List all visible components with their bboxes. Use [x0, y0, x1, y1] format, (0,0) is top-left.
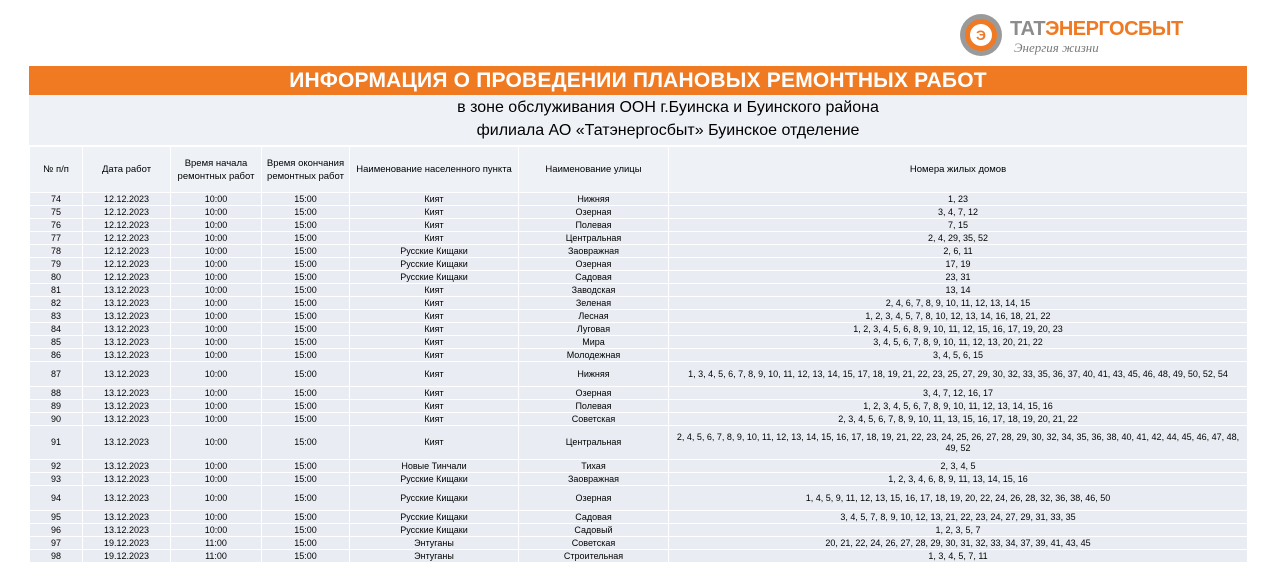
table-row — [30, 284, 1248, 297]
column-header-end-time: Время окончания ремонтных работ — [262, 147, 350, 193]
start-time-cell: 10:00 — [171, 524, 262, 537]
house-numbers-cell: 3, 4, 5, 6, 15 — [669, 349, 1248, 362]
table-row — [30, 524, 1248, 537]
start-time-cell: 10:00 — [171, 232, 262, 245]
start-time-cell: 10:00 — [171, 426, 262, 460]
street-cell: Озерная — [519, 258, 669, 271]
locality-cell: Русские Кищаки — [350, 473, 519, 486]
street-cell: Озерная — [519, 206, 669, 219]
locality-cell: Кият — [350, 387, 519, 400]
start-time-cell: 10:00 — [171, 336, 262, 349]
work-date-cell: 13.12.2023 — [83, 473, 171, 486]
work-date-cell: 12.12.2023 — [83, 245, 171, 258]
locality-cell: Кият — [350, 362, 519, 387]
locality-cell: Кият — [350, 284, 519, 297]
start-time-cell: 10:00 — [171, 362, 262, 387]
work-date-cell: 12.12.2023 — [83, 193, 171, 206]
start-time-cell: 10:00 — [171, 486, 262, 511]
work-date-cell: 13.12.2023 — [83, 349, 171, 362]
table-row — [30, 362, 1248, 387]
table-row — [30, 336, 1248, 349]
house-numbers-cell: 1, 2, 3, 5, 7 — [669, 524, 1248, 537]
row-number-cell: 92 — [30, 460, 83, 473]
column-header-number: № п/п — [30, 147, 83, 193]
house-numbers-cell: 1, 23 — [669, 193, 1248, 206]
start-time-cell: 10:00 — [171, 206, 262, 219]
row-number-cell: 93 — [30, 473, 83, 486]
table-row — [30, 232, 1248, 245]
street-cell: Лесная — [519, 310, 669, 323]
locality-cell: Русские Кищаки — [350, 245, 519, 258]
company-logo — [958, 12, 1198, 62]
end-time-cell: 15:00 — [262, 400, 350, 413]
house-numbers-cell: 1, 3, 4, 5, 7, 11 — [669, 550, 1248, 563]
column-header-street: Наименование улицы — [519, 147, 669, 193]
work-date-cell: 13.12.2023 — [83, 362, 171, 387]
house-numbers-cell: 2, 6, 11 — [669, 245, 1248, 258]
row-number-cell: 89 — [30, 400, 83, 413]
end-time-cell: 15:00 — [262, 206, 350, 219]
work-date-cell: 13.12.2023 — [83, 400, 171, 413]
house-numbers-cell: 1, 3, 4, 5, 6, 7, 8, 9, 10, 11, 12, 13, 14, 15, 17, 18, 19, 21, 22, 23, 25, 27, 29, 30, 32, 33, 35, 36, 37, 40, 41, 43, 45, 46, 48, 49, 50, 52, 54 — [669, 362, 1248, 387]
start-time-cell: 10:00 — [171, 349, 262, 362]
work-date-cell: 12.12.2023 — [83, 258, 171, 271]
work-date-cell: 13.12.2023 — [83, 426, 171, 460]
start-time-cell: 10:00 — [171, 413, 262, 426]
subtitle-panel — [29, 95, 1247, 145]
street-cell: Заводская — [519, 284, 669, 297]
row-number-cell: 85 — [30, 336, 83, 349]
street-cell: Нижняя — [519, 362, 669, 387]
locality-cell: Кият — [350, 297, 519, 310]
table-row — [30, 219, 1248, 232]
end-time-cell: 15:00 — [262, 349, 350, 362]
table-row — [30, 550, 1248, 563]
table-row — [30, 297, 1248, 310]
row-number-cell: 84 — [30, 323, 83, 336]
street-cell: Озерная — [519, 486, 669, 511]
house-numbers-cell: 3, 4, 7, 12, 16, 17 — [669, 387, 1248, 400]
start-time-cell: 10:00 — [171, 387, 262, 400]
locality-cell: Новые Тинчали — [350, 460, 519, 473]
end-time-cell: 15:00 — [262, 232, 350, 245]
row-number-cell: 77 — [30, 232, 83, 245]
end-time-cell: 15:00 — [262, 362, 350, 387]
locality-cell: Русские Кищаки — [350, 511, 519, 524]
house-numbers-cell: 1, 4, 5, 9, 11, 12, 13, 15, 16, 17, 18, 19, 20, 22, 24, 26, 28, 32, 36, 38, 46, 50 — [669, 486, 1248, 511]
street-cell: Озерная — [519, 387, 669, 400]
start-time-cell: 11:00 — [171, 550, 262, 563]
house-numbers-cell: 1, 2, 3, 4, 5, 7, 8, 10, 12, 13, 14, 16, 18, 21, 22 — [669, 310, 1248, 323]
table-row — [30, 537, 1248, 550]
end-time-cell: 15:00 — [262, 271, 350, 284]
start-time-cell: 10:00 — [171, 193, 262, 206]
house-numbers-cell: 23, 31 — [669, 271, 1248, 284]
locality-cell: Кият — [350, 310, 519, 323]
street-cell: Заовражная — [519, 245, 669, 258]
work-date-cell: 13.12.2023 — [83, 323, 171, 336]
brand-name-rest: ЭНЕРГОСБЫТ — [1045, 18, 1183, 40]
table-row — [30, 400, 1248, 413]
work-date-cell: 13.12.2023 — [83, 284, 171, 297]
row-number-cell: 96 — [30, 524, 83, 537]
table-row — [30, 193, 1248, 206]
locality-cell: Кият — [350, 232, 519, 245]
table-row — [30, 323, 1248, 336]
brand-name-prefix: ТАТ — [1010, 18, 1046, 40]
locality-cell: Кият — [350, 323, 519, 336]
end-time-cell: 15:00 — [262, 387, 350, 400]
locality-cell: Кият — [350, 400, 519, 413]
house-numbers-cell: 1, 2, 3, 4, 5, 6, 8, 9, 10, 11, 12, 15, 16, 17, 19, 20, 23 — [669, 323, 1248, 336]
street-cell: Луговая — [519, 323, 669, 336]
work-date-cell: 13.12.2023 — [83, 336, 171, 349]
locality-cell: Русские Кищаки — [350, 258, 519, 271]
work-date-cell: 13.12.2023 — [83, 297, 171, 310]
tatenergosbyt-logo-icon — [958, 12, 1004, 58]
end-time-cell: 15:00 — [262, 537, 350, 550]
end-time-cell: 15:00 — [262, 245, 350, 258]
start-time-cell: 10:00 — [171, 297, 262, 310]
end-time-cell: 15:00 — [262, 258, 350, 271]
house-numbers-cell: 13, 14 — [669, 284, 1248, 297]
row-number-cell: 78 — [30, 245, 83, 258]
row-number-cell: 76 — [30, 219, 83, 232]
row-number-cell: 74 — [30, 193, 83, 206]
start-time-cell: 10:00 — [171, 310, 262, 323]
start-time-cell: 10:00 — [171, 323, 262, 336]
table-row — [30, 310, 1248, 323]
work-date-cell: 12.12.2023 — [83, 232, 171, 245]
house-numbers-cell: 2, 3, 4, 5, 6, 7, 8, 9, 10, 11, 13, 15, 16, 17, 18, 19, 20, 21, 22 — [669, 413, 1248, 426]
street-cell: Зеленая — [519, 297, 669, 310]
locality-cell: Кият — [350, 426, 519, 460]
street-cell: Полевая — [519, 400, 669, 413]
work-date-cell: 13.12.2023 — [83, 413, 171, 426]
house-numbers-cell: 3, 4, 5, 7, 8, 9, 10, 12, 13, 21, 22, 23, 24, 27, 29, 31, 33, 35 — [669, 511, 1248, 524]
house-numbers-cell: 1, 2, 3, 4, 6, 8, 9, 11, 13, 14, 15, 16 — [669, 473, 1248, 486]
subtitle-service-zone: в зоне обслуживания ООН г.Буинска и Буинского района — [457, 99, 879, 116]
street-cell: Советская — [519, 413, 669, 426]
row-number-cell: 98 — [30, 550, 83, 563]
page-title: ИНФОРМАЦИЯ О ПРОВЕДЕНИИ ПЛАНОВЫХ РЕМОНТНЫХ РАБОТ — [29, 66, 1247, 95]
end-time-cell: 15:00 — [262, 426, 350, 460]
work-date-cell: 12.12.2023 — [83, 271, 171, 284]
locality-cell: Русские Кищаки — [350, 271, 519, 284]
work-date-cell: 13.12.2023 — [83, 310, 171, 323]
start-time-cell: 10:00 — [171, 271, 262, 284]
house-numbers-cell: 20, 21, 22, 24, 26, 27, 28, 29, 30, 31, 32, 33, 34, 37, 39, 41, 43, 45 — [669, 537, 1248, 550]
row-number-cell: 94 — [30, 486, 83, 511]
work-date-cell: 13.12.2023 — [83, 524, 171, 537]
street-cell: Садовый — [519, 524, 669, 537]
work-date-cell: 19.12.2023 — [83, 550, 171, 563]
end-time-cell: 15:00 — [262, 284, 350, 297]
end-time-cell: 15:00 — [262, 550, 350, 563]
table-row — [30, 271, 1248, 284]
start-time-cell: 10:00 — [171, 245, 262, 258]
house-numbers-cell: 3, 4, 7, 12 — [669, 206, 1248, 219]
row-number-cell: 90 — [30, 413, 83, 426]
table-row — [30, 486, 1248, 511]
work-date-cell: 13.12.2023 — [83, 387, 171, 400]
street-cell: Мира — [519, 336, 669, 349]
table-header-row — [30, 147, 1248, 193]
subtitle-branch: филиала АО «Татэнергосбыт» Буинское отделение — [476, 122, 860, 139]
start-time-cell: 10:00 — [171, 219, 262, 232]
table-row — [30, 413, 1248, 426]
house-numbers-cell: 3, 4, 5, 6, 7, 8, 9, 10, 11, 12, 13, 20, 21, 22 — [669, 336, 1248, 349]
locality-cell: Русские Кищаки — [350, 486, 519, 511]
work-date-cell: 12.12.2023 — [83, 219, 171, 232]
street-cell: Тихая — [519, 460, 669, 473]
row-number-cell: 88 — [30, 387, 83, 400]
work-date-cell: 13.12.2023 — [83, 486, 171, 511]
locality-cell: Кият — [350, 336, 519, 349]
house-numbers-cell: 7, 15 — [669, 219, 1248, 232]
locality-cell: Кият — [350, 413, 519, 426]
row-number-cell: 83 — [30, 310, 83, 323]
work-date-cell: 12.12.2023 — [83, 206, 171, 219]
end-time-cell: 15:00 — [262, 297, 350, 310]
row-number-cell: 91 — [30, 426, 83, 460]
locality-cell: Кият — [350, 193, 519, 206]
end-time-cell: 15:00 — [262, 413, 350, 426]
street-cell: Центральная — [519, 426, 669, 460]
row-number-cell: 81 — [30, 284, 83, 297]
end-time-cell: 15:00 — [262, 336, 350, 349]
table-row — [30, 206, 1248, 219]
start-time-cell: 10:00 — [171, 473, 262, 486]
table-row — [30, 245, 1248, 258]
row-number-cell: 86 — [30, 349, 83, 362]
start-time-cell: 10:00 — [171, 284, 262, 297]
row-number-cell: 87 — [30, 362, 83, 387]
end-time-cell: 15:00 — [262, 193, 350, 206]
brand-name — [1010, 18, 1183, 41]
locality-cell: Энтуганы — [350, 550, 519, 563]
table-row — [30, 349, 1248, 362]
start-time-cell: 10:00 — [171, 511, 262, 524]
row-number-cell: 80 — [30, 271, 83, 284]
street-cell: Строительная — [519, 550, 669, 563]
start-time-cell: 10:00 — [171, 460, 262, 473]
table-row — [30, 460, 1248, 473]
row-number-cell: 75 — [30, 206, 83, 219]
house-numbers-cell: 2, 3, 4, 5 — [669, 460, 1248, 473]
house-numbers-cell: 2, 4, 29, 35, 52 — [669, 232, 1248, 245]
street-cell: Заовражная — [519, 473, 669, 486]
column-header-houses: Номера жилых домов — [669, 147, 1248, 193]
repair-schedule-table — [29, 146, 1248, 563]
work-date-cell: 13.12.2023 — [83, 511, 171, 524]
end-time-cell: 15:00 — [262, 524, 350, 537]
locality-cell: Кият — [350, 206, 519, 219]
locality-cell: Русские Кищаки — [350, 524, 519, 537]
street-cell: Садовая — [519, 511, 669, 524]
column-header-start-time: Время начала ремонтных работ — [171, 147, 262, 193]
house-numbers-cell: 17, 19 — [669, 258, 1248, 271]
table-row — [30, 511, 1248, 524]
start-time-cell: 10:00 — [171, 258, 262, 271]
house-numbers-cell: 2, 4, 6, 7, 8, 9, 10, 11, 12, 13, 14, 15 — [669, 297, 1248, 310]
work-date-cell: 13.12.2023 — [83, 460, 171, 473]
end-time-cell: 15:00 — [262, 323, 350, 336]
start-time-cell: 10:00 — [171, 400, 262, 413]
street-cell: Полевая — [519, 219, 669, 232]
house-numbers-cell: 2, 4, 5, 6, 7, 8, 9, 10, 11, 12, 13, 14, 15, 16, 17, 18, 19, 21, 22, 23, 24, 25, 26, 27, 28, 29, 30, 32, 34, 35, 36, 38, 40, 41, 42, 44, 45, 46, 47, 48, 49, 52 — [669, 426, 1248, 460]
street-cell: Нижняя — [519, 193, 669, 206]
logo-mark-letter: Э — [976, 27, 986, 43]
table-row — [30, 258, 1248, 271]
house-numbers-cell: 1, 2, 3, 4, 5, 6, 7, 8, 9, 10, 11, 12, 13, 14, 15, 16 — [669, 400, 1248, 413]
street-cell: Молодежная — [519, 349, 669, 362]
column-header-date: Дата работ — [83, 147, 171, 193]
street-cell: Садовая — [519, 271, 669, 284]
row-number-cell: 82 — [30, 297, 83, 310]
work-date-cell: 19.12.2023 — [83, 537, 171, 550]
locality-cell: Кият — [350, 349, 519, 362]
end-time-cell: 15:00 — [262, 310, 350, 323]
start-time-cell: 11:00 — [171, 537, 262, 550]
column-header-locality: Наименование населенного пункта — [350, 147, 519, 193]
table-row — [30, 473, 1248, 486]
end-time-cell: 15:00 — [262, 473, 350, 486]
end-time-cell: 15:00 — [262, 219, 350, 232]
street-cell: Советская — [519, 537, 669, 550]
row-number-cell: 79 — [30, 258, 83, 271]
brand-slogan: Энергия жизни — [1014, 40, 1099, 55]
locality-cell: Кият — [350, 219, 519, 232]
end-time-cell: 15:00 — [262, 486, 350, 511]
table-row — [30, 426, 1248, 460]
end-time-cell: 15:00 — [262, 511, 350, 524]
table-row — [30, 387, 1248, 400]
row-number-cell: 95 — [30, 511, 83, 524]
locality-cell: Энтуганы — [350, 537, 519, 550]
end-time-cell: 15:00 — [262, 460, 350, 473]
street-cell: Центральная — [519, 232, 669, 245]
row-number-cell: 97 — [30, 537, 83, 550]
